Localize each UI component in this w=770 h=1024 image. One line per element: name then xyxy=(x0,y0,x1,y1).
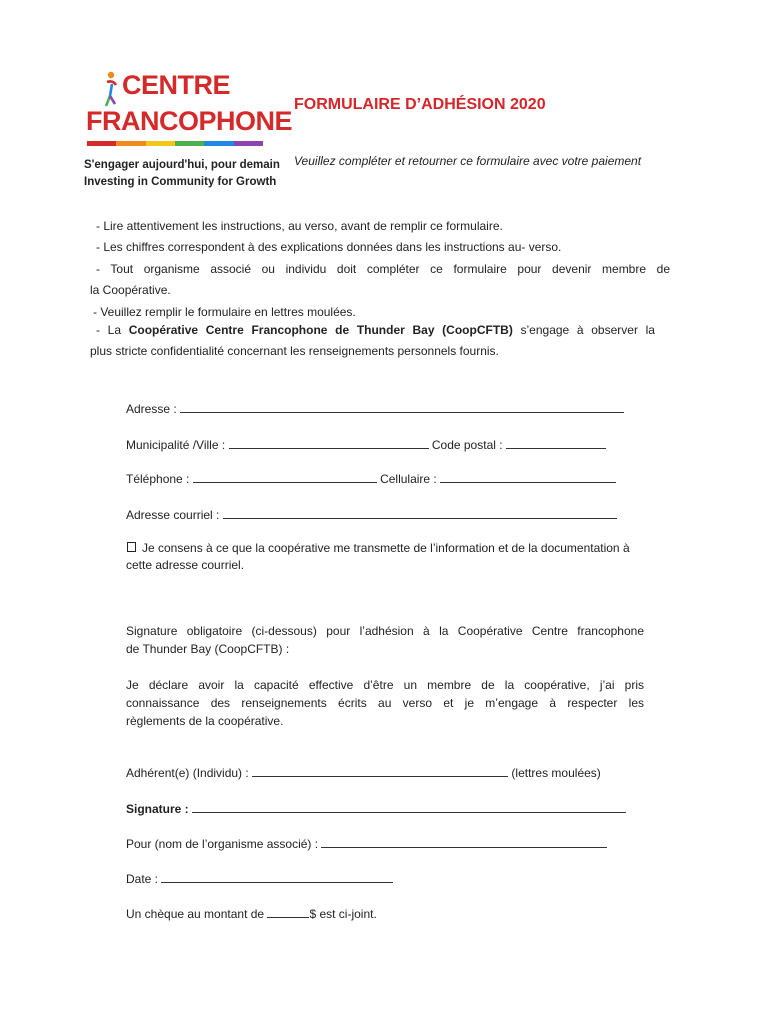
instruction-1: - Lire attentivement les instructions, au verso, avant de remplir ce formulaire. xyxy=(96,219,503,233)
consent-text-line-2: cette adresse courriel. xyxy=(126,558,245,572)
city-label: Municipalité /Ville : xyxy=(126,438,226,452)
instruction-5-coop-name: Coopérative Centre Francophone de Thunder Bay (CoopCFTB) xyxy=(128,323,513,337)
instruction-5-line-1 xyxy=(96,320,655,340)
logo-bar-yellow xyxy=(146,141,175,146)
declaration-line-2: connaissance des renseignements écrits au verso et je m’engage à respecter les xyxy=(126,696,644,710)
cheque-suffix: $ est ci-joint. xyxy=(309,907,377,921)
cheque-prefix: Un chèque au montant de xyxy=(126,907,265,921)
logo-bar-green xyxy=(175,141,204,146)
instruction-3-line-1: - Tout organisme associé ou individu doit compléter ce formulaire pour devenir membre de xyxy=(96,262,670,276)
signature-label: Signature : xyxy=(126,802,189,816)
instruction-5-prefix: - La xyxy=(96,323,122,337)
city-postal-row xyxy=(126,437,606,452)
logo-line-2: FRANCOPHONE xyxy=(86,106,293,136)
email-row xyxy=(126,507,617,522)
date-input[interactable] xyxy=(161,871,393,883)
email-label: Adresse courriel : xyxy=(126,508,220,522)
instruction-3-line-2: la Coopérative. xyxy=(90,283,171,297)
email-input[interactable] xyxy=(223,507,617,519)
signature-note-line-2: de Thunder Bay (CoopCFTB) : xyxy=(126,642,290,656)
member-name-input[interactable] xyxy=(252,765,508,777)
member-row xyxy=(126,765,601,780)
date-row xyxy=(126,871,393,886)
declaration-line-3: règlements de la coopérative. xyxy=(126,714,284,728)
member-suffix: (lettres moulées) xyxy=(511,766,601,780)
postal-code-input[interactable] xyxy=(506,437,606,449)
phone-input[interactable] xyxy=(193,471,377,483)
instruction-4: - Veuillez remplir le formulaire en lettres moulées. xyxy=(93,305,356,319)
logo-tagline-fr: S'engager aujourd'hui, pour demain xyxy=(84,159,280,171)
address-row xyxy=(126,401,624,416)
address-label: Adresse : xyxy=(126,402,177,416)
organization-label: Pour (nom de l’organisme associé) : xyxy=(126,837,319,851)
logo-tagline-en: Investing in Community for Growth xyxy=(84,176,277,188)
city-input[interactable] xyxy=(229,437,429,449)
logo-bar-blue xyxy=(204,141,233,146)
centre-francophone-logo xyxy=(84,66,293,196)
consent-text-line-1: Je consens à ce que la coopérative me transmette de l’information et de la documentation à xyxy=(142,541,630,555)
phone-label: Téléphone : xyxy=(126,472,190,486)
form-subtitle: Veuillez compléter et retourner ce formulaire avec votre paiement xyxy=(294,154,642,168)
logo-bar-orange xyxy=(116,141,145,146)
logo-line-1: CENTRE xyxy=(122,70,231,100)
consent-checkbox[interactable] xyxy=(127,542,136,552)
logo-bar-purple xyxy=(234,141,263,146)
phone-row xyxy=(126,471,616,486)
cell-label: Cellulaire : xyxy=(380,472,437,486)
logo-color-bar xyxy=(87,141,263,146)
signature-row xyxy=(126,801,626,816)
signature-note-line-1: Signature obligatoire (ci-dessous) pour l’adhésion à la Coopérative Centre francophone xyxy=(126,624,644,638)
instruction-5-suffix: s’engage à observer la xyxy=(520,323,655,337)
cheque-row xyxy=(126,906,377,921)
postal-code-label: Code postal : xyxy=(431,438,503,452)
declaration-line-1: Je déclare avoir la capacité effective d’être un membre de la coopérative, j’ai pris xyxy=(126,678,644,692)
organization-input[interactable] xyxy=(321,836,607,848)
address-input[interactable] xyxy=(180,401,624,413)
logo-bar-red xyxy=(87,141,116,146)
cell-input[interactable] xyxy=(440,471,616,483)
signature-input[interactable] xyxy=(192,801,626,813)
organization-row xyxy=(126,836,607,851)
cheque-amount-input[interactable] xyxy=(267,906,309,918)
member-label: Adhérent(e) (Individu) : xyxy=(126,766,249,780)
instruction-2: - Les chiffres correspondent à des explications données dans les instructions au- verso. xyxy=(96,240,562,254)
form-title: FORMULAIRE D’ADHÉSION 2020 xyxy=(294,96,546,113)
date-label: Date : xyxy=(126,872,159,886)
instruction-5-line-2: plus stricte confidentialité concernant les renseignements personnels fournis. xyxy=(90,344,499,358)
